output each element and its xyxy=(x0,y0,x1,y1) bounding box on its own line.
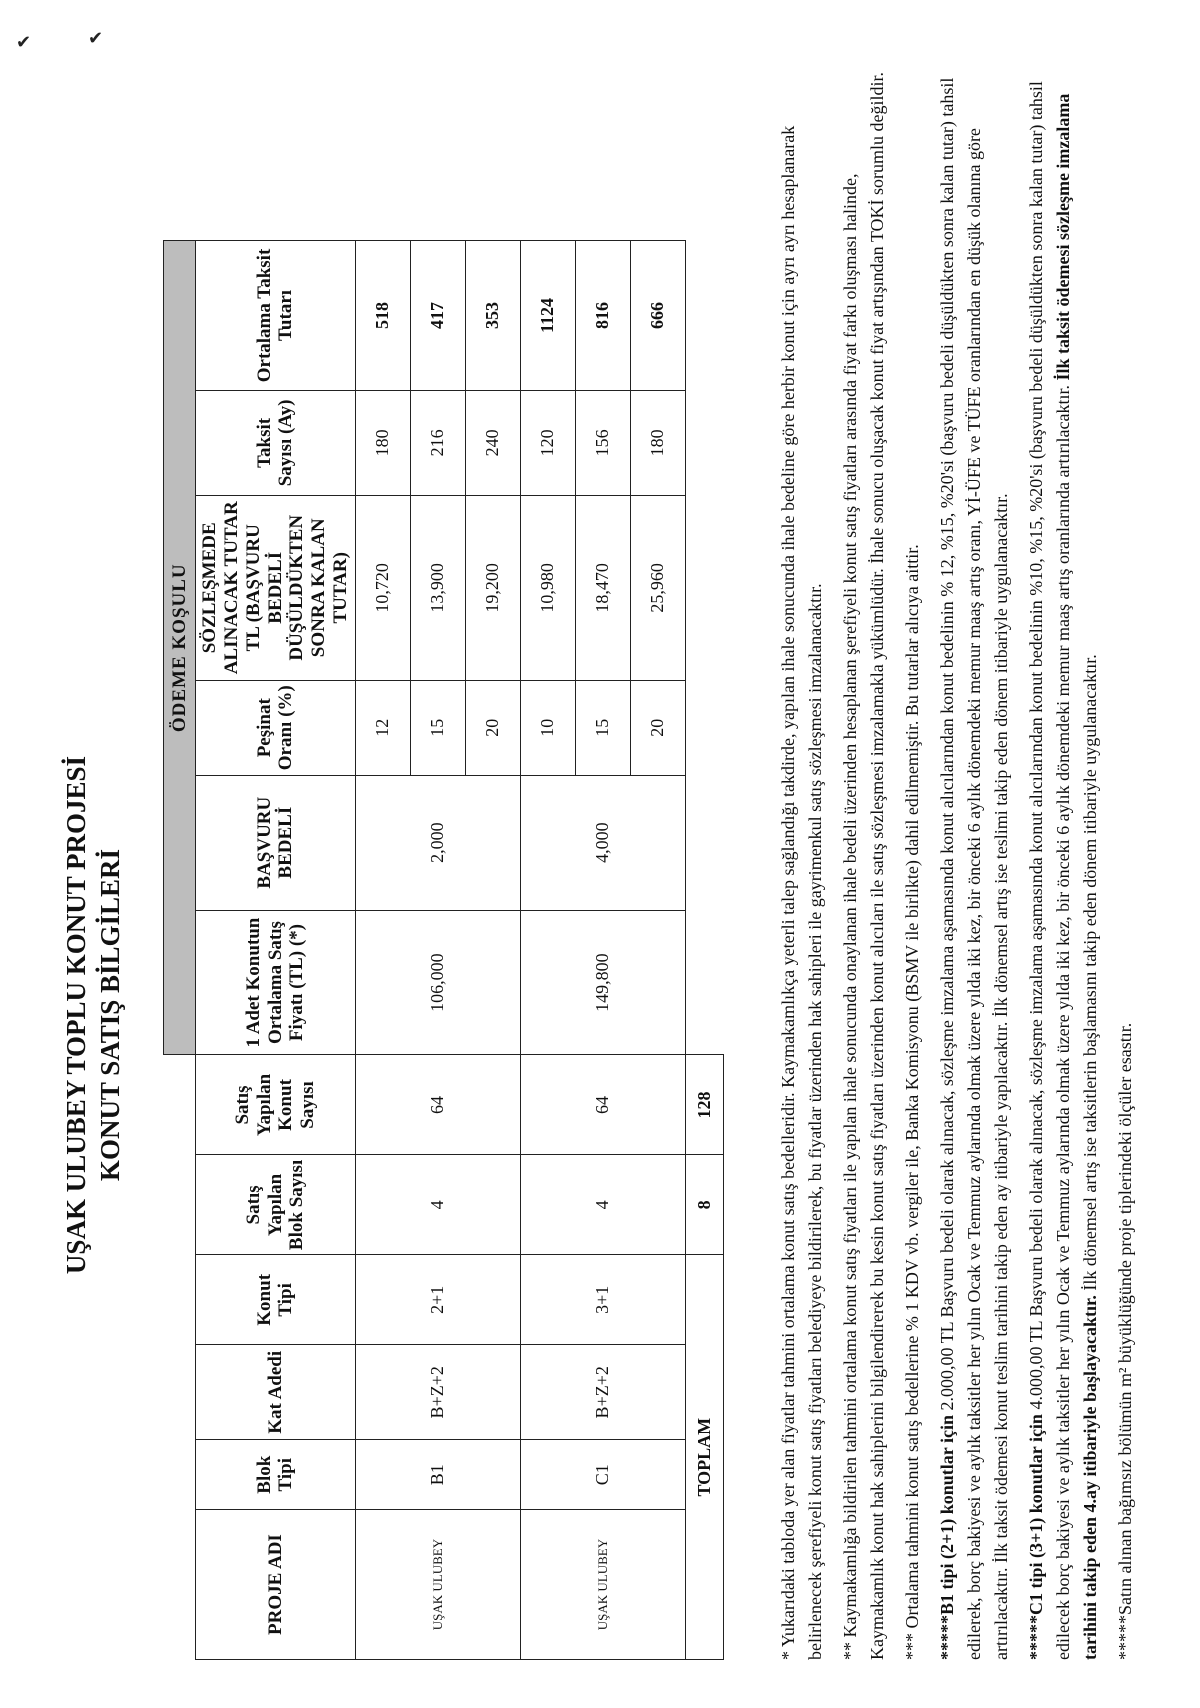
sales-table xyxy=(163,240,724,1660)
cell-pesinat: 20 xyxy=(465,680,520,775)
title-line-2: KONUT SATIŞ BİLGİLERİ xyxy=(94,848,125,1182)
cell-sozlesme: 13,900 xyxy=(410,495,465,680)
cell-pesinat: 10 xyxy=(520,680,575,775)
page-title xyxy=(60,370,128,1660)
col-blok-sayisi: Satış Yapılan Blok Sayısı xyxy=(196,1155,356,1255)
cell-tutar: 1124 xyxy=(520,241,575,391)
cell-taksit: 240 xyxy=(465,390,520,495)
header-row xyxy=(196,241,356,1660)
col-sozlesme: SÖZLEŞMEDE ALINACAK TUTAR TL (BAŞVURU BEDELİ DÜŞÜLDÜKTEN SONRA KALAN TUTAR) xyxy=(196,495,356,680)
header-row-top xyxy=(164,241,196,1660)
cell-sozlesme: 18,470 xyxy=(575,495,630,680)
note-5-head: *****C1 tipi (3+1) konutlar için xyxy=(1026,1414,1046,1660)
note-5-bold: İlk taksit ödemesi sözleşme imzalama tarihini takip eden 4.ay itibariyle başlayacaktır. xyxy=(1053,93,1100,1660)
note-6: *****Satın alınan bağımsız bölümün m² büyüklüğünde proje tiplerindeki ölçüler esastır. xyxy=(1115,1022,1135,1660)
cell-tip: 3+1 xyxy=(520,1255,685,1345)
cell-taksit: 216 xyxy=(410,390,465,495)
cell-tip: 2+1 xyxy=(355,1255,520,1345)
cell-taksit: 156 xyxy=(575,390,630,495)
note-1: * Yukarıdaki tabloda yer alan fiyatlar tahmini ortalama konut satış bedelleridir. Kaymakamlıkça yeterli talep sağlandığı takdirde, yapılan ihale sonucunda ihale bedeline göre herbir konut için ayrı ayrı hesaplanarak belirlenecek şerefiyeli konut satış fiyatları belediyeye bildirilerek, bu fiyatlar üzerinden hak sahipleri ile gayrimenkul satış sözleşmesi imzalanacaktır. xyxy=(778,125,825,1660)
note-4 xyxy=(934,70,1015,1660)
col-pesinat: Peşinat Oranı (%) xyxy=(196,680,356,775)
cell-sozlesme: 19,200 xyxy=(465,495,520,680)
cell-sozlesme: 10,720 xyxy=(355,495,410,680)
cell-blok: C1 xyxy=(520,1440,685,1510)
col-kat-adedi: Kat Adedi xyxy=(196,1345,356,1440)
cell-blok-sayisi: 4 xyxy=(520,1155,685,1255)
note-4-head: *****B1 tipi (2+1) konutlar için xyxy=(937,1415,957,1660)
cell-kat: B+Z+2 xyxy=(520,1345,685,1440)
cell-proje: UŞAK ULUBEY xyxy=(520,1510,685,1660)
cell-pesinat: 15 xyxy=(575,680,630,775)
cell-pesinat: 15 xyxy=(410,680,465,775)
total-konut: 128 xyxy=(685,1055,723,1155)
cell-pesinat: 12 xyxy=(355,680,410,775)
note-4-body: 2.000,00 TL Başvuru bedeli olarak alınacak, sözleşme imzalama aşamasında konut alıcılarından konut bedelinin % 12, %15, %20'si (başvuru bedeli düşüldükten sonra kalan tutar) tahsil edilerek, borç bakiyesi ve aylık taksitler her yılın Ocak ve Temmuz aylarında olmak üzere yılda iki kez, bir önceki 6 aylık dönemdeki memur maaş artış oranı, Yİ-ÜFE ve TÜFE oranlarından en düşük olanına göre artırılacaktır. İlk taksit ödemesi konut teslim tarihini takip eden ay itibariyle yapılacaktır. İlk dönemsel artış ise teslimi takip eden dönem itibariyle uygulanacaktır. xyxy=(937,77,1011,1660)
cell-basvuru: 4,000 xyxy=(520,775,685,910)
cell-blok: B1 xyxy=(355,1440,520,1510)
note-5 xyxy=(1023,70,1104,1660)
col-basvuru: BAŞVURU BEDELİ xyxy=(196,775,356,910)
cell-fiyat: 106,000 xyxy=(355,910,520,1055)
total-label: TOPLAM xyxy=(685,1255,723,1660)
col-proje-adi: PROJE ADI xyxy=(196,1510,356,1660)
cell-konut-sayisi: 64 xyxy=(355,1055,520,1155)
cell-sozlesme: 10,980 xyxy=(520,495,575,680)
scan-speck-right: ✔ xyxy=(88,28,104,49)
cell-tutar: 417 xyxy=(410,241,465,391)
cell-kat: B+Z+2 xyxy=(355,1345,520,1440)
scan-speck-left: ✔ xyxy=(16,32,32,53)
title-line-1: UŞAK ULUBEY TOPLU KONUT PROJESİ xyxy=(61,755,91,1275)
table-row xyxy=(520,241,575,1660)
col-blok-tipi: Blok Tipi xyxy=(196,1440,356,1510)
cell-tutar: 518 xyxy=(355,241,410,391)
cell-tutar: 666 xyxy=(630,241,685,391)
note-2: ** Kaymakamlığa bildirilen tahmini ortalama konut satış fiyatları ile yapılan ihale sonucunda onaylanan ihale bedeli üzerinden hesaplanan şerefiyeli konut satış fiyatları arasında fiyat farkı oluşması halinde, Kaymakamlık konut hak sahiplerini bilgilendirerek bu kesin konut satış fiyatları üzerinden konut alıcıları ile satış sözleşmesi imzalamakla yükümlüdür. İhale sonucu oluşacak konut fiyat artışından TOKİ sorumlu değildir. xyxy=(840,72,887,1660)
cell-sozlesme: 25,960 xyxy=(630,495,685,680)
note-3: *** Ortalama tahmini konut satış bedellerine % 1 KDV vb. vergiler ile, Banka Komisyonu (BSMV ile birlikte) dahil edilmemiştir. Bu tutarlar alıcıya aittir. xyxy=(902,544,922,1660)
note-5-tail: İlk dönemsel artış ise taksitlerin başlamasını takip eden dönem itibariyle uygulanacaktır. xyxy=(1080,654,1100,1296)
col-konut-sayisi: Satış Yapılan Konut Sayısı xyxy=(196,1055,356,1155)
rotated-sheet xyxy=(60,40,1140,1660)
cell-blok-sayisi: 4 xyxy=(355,1155,520,1255)
cell-fiyat: 149,800 xyxy=(520,910,685,1055)
cell-konut-sayisi: 64 xyxy=(520,1055,685,1155)
cell-proje: UŞAK ULUBEY xyxy=(355,1510,520,1660)
cell-basvuru: 2,000 xyxy=(355,775,520,910)
table-row xyxy=(355,241,410,1660)
cell-tutar: 353 xyxy=(465,241,520,391)
col-fiyat: 1 Adet Konutun Ortalama Satış Fiyatı (TL) (*) xyxy=(196,910,356,1055)
col-taksit-sayisi: Taksit Sayısı (Ay) xyxy=(196,390,356,495)
note-5-body: 4.000,00 TL Başvuru bedeli olarak alınacak, sözleşme imzalama aşamasında konut alıcılarından konut bedelinin %10, %15, %20'si (başvuru bedeli düşüldükten sonra kalan tutar) tahsil edilecek borç bakiyesi ve aylık taksitler her yılın Ocak ve Temmuz aylarında olmak üzere yılda iki kez, bir önceki 6 aylık dönemdeki memur maaş artış oranlarında artırılacaktır. xyxy=(1026,81,1073,1660)
odeme-kosulu-header: ÖDEME KOŞULU xyxy=(164,241,196,1056)
col-taksit-tutari: Ortalama Taksit Tutarı xyxy=(196,241,356,391)
col-konut-tipi: Konut Tipi xyxy=(196,1255,356,1345)
total-row xyxy=(685,241,723,1660)
cell-taksit: 120 xyxy=(520,390,575,495)
cell-pesinat: 20 xyxy=(630,680,685,775)
cell-taksit: 180 xyxy=(355,390,410,495)
total-blok: 8 xyxy=(685,1155,723,1255)
footnotes xyxy=(775,70,1147,1660)
cell-tutar: 816 xyxy=(575,241,630,391)
cell-taksit: 180 xyxy=(630,390,685,495)
